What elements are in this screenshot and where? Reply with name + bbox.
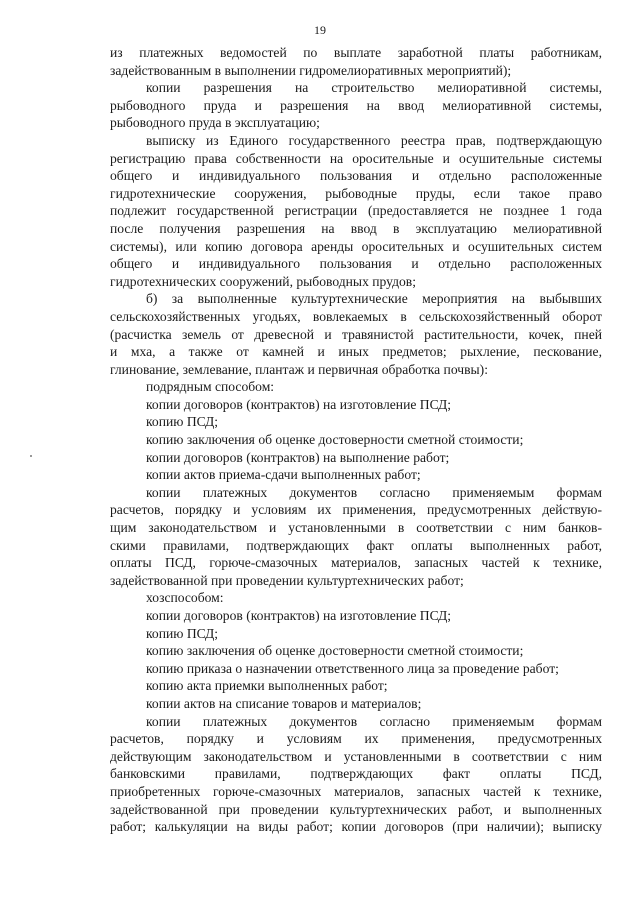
text-line: рыбоводного пруда в эксплуатацию; [110,115,320,131]
text-line: копию приказа о назначении ответственного лица за проведение работ; [146,660,559,676]
text-line: копии разрешения на строительство мелиоративной системы, [146,80,602,96]
text-line: копию ПСД; [146,625,219,641]
text-line: копию ПСД; [146,414,219,430]
text-line: задействованной при проведении культуртехнических работ; [110,572,464,588]
text-line: задействованной при проведении культуртехнических работ, и выполненных [110,801,602,817]
page-number: 19 [314,23,326,37]
text-line: задействованным в выполнении гидромелиоративных мероприятий); [110,62,512,78]
text-line: копии актов приема-сдачи выполненных работ; [146,467,421,483]
text-line: копии актов на списание товаров и материалов; [146,695,422,711]
text-line: банковскими правилами, подтверждающих факт оплаты ПСД, [110,766,602,782]
text-line: гидротехнических сооружений, рыбоводных прудов; [110,273,417,289]
text-line: после получения разрешения на ввод в эксплуатацию мелиоративной [110,220,602,236]
text-line: и мха, а также от камней и иных предметов; рыхление, пескование, [110,344,602,360]
text-line: приобретенных горюче-смазочных материалов, запасных частей к технике, [110,783,602,799]
text-line: сельскохозяйственных угодьях, вовлекаемых в сельскохозяйственный оборот [110,308,602,324]
text-line: действующим законодательством и установленными в соответствии с ним [110,748,602,764]
text-line: копию заключения об оценке достоверности сметной стоимости; [146,643,524,659]
text-line: б) за выполненные культуртехнические мероприятия на выбывших [146,291,602,307]
text-line: рыбоводного пруда и разрешения на ввод мелиоративной системы, [110,97,602,113]
text-line: выписку из Единого государственного реестра прав, подтверждающую [146,132,602,148]
text-line: глинование, землевание, плантаж и первичная обработка почвы): [110,361,488,377]
text-line: копию заключения об оценке достоверности сметной стоимости; [146,432,524,448]
text-line: гидротехнические сооружения, рыбоводные пруды, если такое право [110,185,602,201]
text-line: копии договоров (контрактов) на выполнение работ; [146,449,450,465]
document-body [110,44,602,836]
text-line: хозспособом: [146,590,224,606]
scan-speck [30,455,32,457]
text-line: работ; калькуляции на виды работ; копии договоров (при наличии); выписку [110,819,602,835]
text-line: расчетов, порядку и условиям их применения, предусмотренных [110,731,602,747]
text-line: общего и индивидуального пользования и отдельно расположенных [110,256,602,272]
text-line: общего и индивидуального пользования и отдельно расположенные [110,168,602,184]
text-line: оплаты ПСД, горюче-смазочных материалов, запасных частей к технике, [110,555,602,571]
text-line: (расчистка земель от древесной и травянистой растительности, кочек, пней [110,326,602,342]
text-line: копию акта приемки выполненных работ; [146,678,388,694]
text-line: системы), или копию договора аренды оросительных и осушительных систем [110,238,602,254]
text-line: подлежит государственной регистрации (предоставляется не позднее 1 года [110,203,602,219]
text-line: из платежных ведомостей по выплате заработной платы работникам, [110,45,602,60]
text-line: копии договоров (контрактов) на изготовление ПСД; [146,396,452,412]
text-line: копии платежных документов согласно применяемым формам [146,484,602,500]
text-line: подрядным способом: [146,379,275,395]
text-line: щим законодательством и установленными в соответствии с ним банков- [110,520,602,536]
text-line: копии договоров (контрактов) на изготовление ПСД; [146,608,452,623]
text-line: регистрацию права собственности на оросительные и осушительные системы [110,150,602,166]
text-line: скими правилами, подтверждающих факт оплаты выполненных работ, [110,537,602,553]
text-line: расчетов, порядку и условиям их применения, предусмотренных действую- [110,502,602,518]
text-line: копии платежных документов согласно применяемым формам [146,713,602,729]
